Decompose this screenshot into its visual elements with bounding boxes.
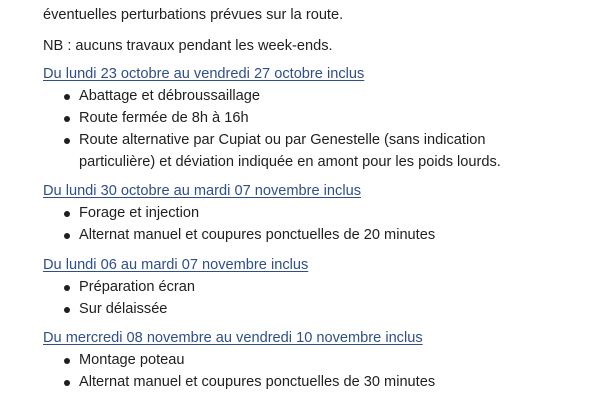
bullet-icon	[64, 138, 70, 144]
bullet-icon	[64, 94, 70, 100]
list-item	[43, 107, 583, 129]
schedule-section	[43, 180, 583, 246]
list-item-text: Abattage et débroussaillage	[79, 88, 260, 104]
section-heading: Du mercredi 08 novembre au vendredi 10 novembre inclus	[43, 330, 423, 346]
list-item-text: Alternat manuel et coupures ponctuelles de 30 minutes	[79, 374, 436, 390]
bullet-icon	[64, 116, 70, 122]
list-item-text: Sur délaissée	[79, 301, 168, 317]
intro-text: éventuelles perturbations prévues sur la route.	[43, 7, 344, 23]
list-item-text: Montage poteau	[79, 352, 185, 368]
task-list	[43, 349, 583, 393]
weekend-note: NB : aucuns travaux pendant les week-ends.	[43, 38, 333, 54]
list-item	[43, 85, 583, 107]
task-list	[43, 85, 583, 173]
list-item-text: Préparation écran	[79, 279, 196, 295]
list-item-text: Forage et injection	[79, 205, 200, 221]
bullet-icon	[64, 233, 70, 239]
section-heading: Du lundi 23 octobre au vendredi 27 octobre inclus	[43, 66, 365, 82]
list-item	[43, 276, 583, 298]
bullet-icon	[64, 307, 70, 313]
list-item	[43, 202, 583, 224]
list-item	[43, 129, 583, 173]
list-item-text: Route alternative par Cupiat ou par Genestelle (sans indication	[79, 132, 486, 148]
list-item	[43, 224, 583, 246]
bullet-icon	[64, 211, 70, 217]
section-heading: Du lundi 06 au mardi 07 novembre inclus	[43, 257, 309, 273]
section-heading: Du lundi 30 octobre au mardi 07 novembre inclus	[43, 183, 361, 199]
schedule-section	[43, 327, 583, 393]
schedule-section	[43, 63, 583, 173]
list-item	[43, 349, 583, 371]
task-list	[43, 276, 583, 320]
bullet-icon	[64, 285, 70, 291]
bullet-icon	[64, 380, 70, 386]
list-item	[43, 298, 583, 320]
list-item-text: Route fermée de 8h à 16h	[79, 110, 249, 126]
list-item-text-continued: particulière) et déviation indiquée en amont pour les poids lourds.	[79, 154, 501, 170]
task-list	[43, 202, 583, 246]
schedule-section	[43, 254, 583, 320]
list-item-text: Alternat manuel et coupures ponctuelles de 20 minutes	[79, 227, 436, 243]
list-item	[43, 371, 583, 393]
bullet-icon	[64, 358, 70, 364]
